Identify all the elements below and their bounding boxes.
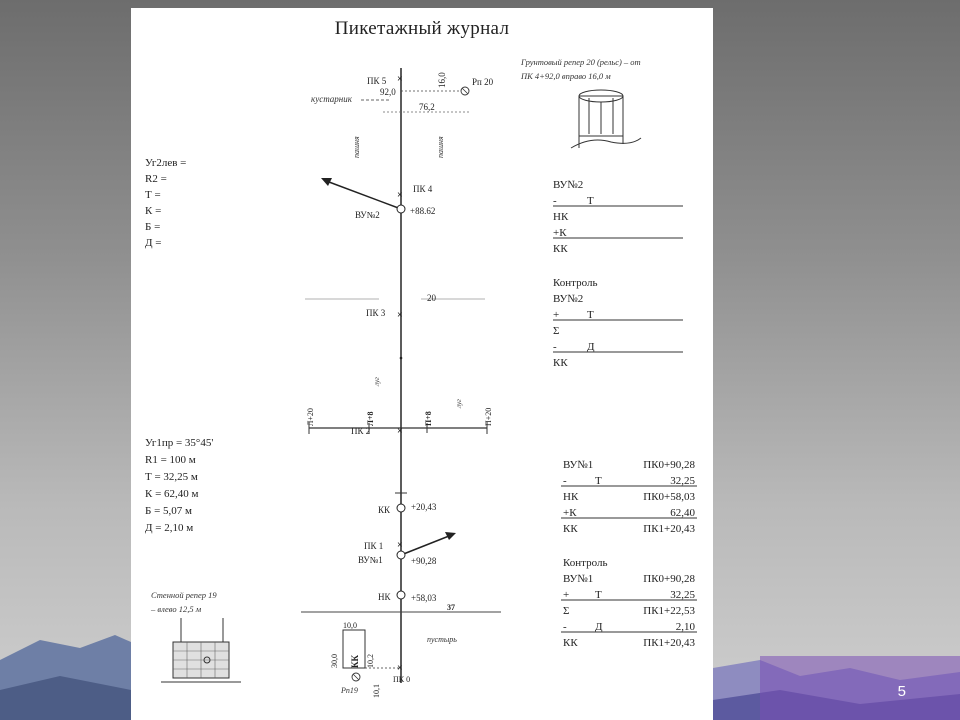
vu2-control-row: Σ — [553, 325, 560, 337]
vu1-control-row: КК — [563, 637, 578, 649]
vu2-control-row: Д — [587, 341, 595, 353]
curve1-bisector: Б = 5,07 м — [145, 505, 192, 517]
slide-page-number: 5 — [897, 683, 906, 700]
vu1-control-row: - — [563, 621, 567, 633]
dist-92: 92,0 — [380, 87, 396, 97]
nk-label: НК — [378, 592, 391, 602]
curve1-tangent: Т = 32,25 м — [145, 471, 198, 483]
vu1-calc-row: КК — [563, 523, 578, 535]
cross-l8: Л+8 — [366, 411, 375, 426]
curve2-length: К = — [145, 205, 162, 217]
vu1-control-row: ПК1+20,43 — [643, 637, 695, 649]
vu1-calc-row: ПК0+58,03 — [643, 491, 695, 503]
vu2-calculation — [553, 179, 683, 369]
vu1-control-row: Д — [595, 621, 603, 633]
kk-offset: +20,43 — [411, 502, 437, 512]
curve2-angle: Уг2лев = — [145, 157, 187, 169]
picket-label-pk3: ПК 3 — [366, 308, 386, 318]
picket-mark-pk5: × — [397, 74, 403, 85]
kk-point-icon — [397, 504, 405, 512]
picket-mark-pk1: × — [397, 540, 403, 551]
curve1-length: К = 62,40 м — [145, 488, 199, 500]
curve2-domer: Д = — [145, 237, 162, 249]
rp19-label: Рп19 — [341, 686, 358, 695]
slope-left: луг — [373, 377, 381, 386]
vu1-calc-row: 62,40 — [670, 507, 695, 519]
picket-label-pk5: ПК 5 — [367, 76, 387, 86]
vu1-offset: +90,28 — [411, 556, 437, 566]
curve1-domer: Д = 2,10 м — [145, 522, 194, 534]
vu2-calc-row: КК — [553, 243, 568, 255]
vu1-control-row: 32,25 — [670, 589, 695, 601]
vu1-calc-row: - — [563, 475, 567, 487]
vu1-calc-row: ПК0+90,28 — [643, 459, 695, 471]
vu1-control-row: Σ — [563, 605, 570, 617]
cross-l20: Л+20 — [306, 408, 315, 426]
vu1-control-row: + — [563, 589, 570, 601]
picket-diagram — [131, 8, 713, 720]
vu1-direction-arrow — [401, 536, 449, 555]
picket-mark-pk3: × — [397, 310, 403, 321]
curve1-angle: Уг1пр = 35°45' — [145, 437, 214, 449]
vu1-calc-row: ВУ№1 — [563, 459, 594, 471]
rp20-note-line1: Грунтовый репер 20 (рельс) – от — [521, 57, 641, 67]
vu1-control-row: ПК1+22,53 — [643, 605, 695, 617]
rp20-note-line2: ПК 4+92,0 вправо 16,0 м — [521, 71, 611, 81]
vu1-control-title: Контроль — [563, 557, 608, 569]
vu2-calc-row: - — [553, 195, 557, 207]
vu1-label: ВУ№1 — [358, 555, 383, 565]
field-right-label: пашня — [436, 136, 445, 158]
picket-label-pk2: ПК 2 — [351, 426, 371, 436]
curve1-params — [145, 437, 213, 534]
dist-76: 76,2 — [419, 102, 435, 112]
vu2-calc-row: ВУ№2 — [553, 179, 584, 191]
vu1-control-row: 2,10 — [675, 621, 695, 633]
vu1-calc-row: Т — [595, 475, 602, 487]
picket-label-pk4: ПК 4 — [413, 184, 433, 194]
vu2-control-title: Контроль — [553, 277, 598, 289]
curve1-radius: R1 = 100 м — [145, 454, 196, 466]
picket-mark-pk0: × — [397, 663, 403, 674]
vu2-calc-row: Т — [587, 195, 594, 207]
vu1-calc-row: НК — [563, 491, 579, 503]
rail-benchmark-drawing — [571, 90, 641, 148]
slope-right: луг — [455, 399, 463, 408]
vu2-label: ВУ№2 — [355, 210, 380, 220]
vu1-control-row: Т — [595, 589, 602, 601]
dim-10: 10,0 — [343, 621, 357, 630]
vu2-calc-row: НК — [553, 211, 569, 223]
picket-mark-pk4: × — [397, 190, 403, 201]
vu2-control-row: Т — [587, 309, 594, 321]
dist-20: 20 — [427, 293, 436, 303]
rp20-label: Рп 20 — [472, 77, 494, 87]
vu1-control-row: ВУ№1 — [563, 573, 594, 585]
vu1-control-row: ПК0+90,28 — [643, 573, 695, 585]
picket-journal-page — [131, 8, 713, 720]
rp19-note-line2: – влево 12,5 м — [151, 604, 202, 614]
cross-p20: П+20 — [484, 407, 493, 426]
vu2-calc-row: +К — [553, 227, 567, 239]
kk-label: КК — [378, 505, 391, 515]
vu2-control-row: ВУ№2 — [553, 293, 584, 305]
dim-10-2: 10,2 — [366, 654, 375, 668]
dim-30: 30,0 — [330, 654, 339, 668]
vu2-point-icon — [397, 205, 405, 213]
vu1-calc-row: +К — [563, 507, 577, 519]
wasteland-label: пустырь — [427, 635, 457, 644]
dist-37: 37 — [447, 603, 455, 612]
wall-benchmark-drawing — [161, 618, 241, 682]
curve2-params — [145, 157, 186, 249]
nk-offset: +58,03 — [411, 593, 437, 603]
shrub-note: кустарник — [311, 94, 352, 104]
vu1-calculation — [561, 459, 697, 649]
kk-box-label: КК — [350, 654, 360, 668]
picket-label-pk1: ПК 1 — [364, 541, 384, 551]
vu1-point-icon — [397, 551, 405, 559]
curve2-tangent: Т = — [145, 189, 161, 201]
vu2-control-row: + — [553, 309, 560, 321]
vu2-direction-arrow — [329, 182, 401, 209]
vu2-control-row: - — [553, 341, 557, 353]
dist-16: 16,0 — [437, 72, 447, 88]
cross-p8: П+8 — [424, 411, 433, 426]
vu1-calc-row: ПК1+20,43 — [643, 523, 695, 535]
curve2-radius: R2 = — [145, 173, 167, 185]
picket-label-pk0: ПК 0 — [393, 675, 411, 684]
vu1-calc-row: 32,25 — [670, 475, 695, 487]
curve2-bisector: Б = — [145, 221, 161, 233]
vu2-control-row: КК — [553, 357, 568, 369]
journal-title: Пикетажный журнал — [334, 18, 510, 39]
nk-point-icon — [397, 591, 405, 599]
dim-10-1: 10,1 — [372, 684, 381, 698]
picket-mark-pk2: × — [397, 426, 403, 437]
rp19-note-line1: Стенной репер 19 — [151, 590, 217, 600]
vu2-offset: +88.62 — [410, 206, 436, 216]
field-left-label: пашня — [352, 136, 361, 158]
